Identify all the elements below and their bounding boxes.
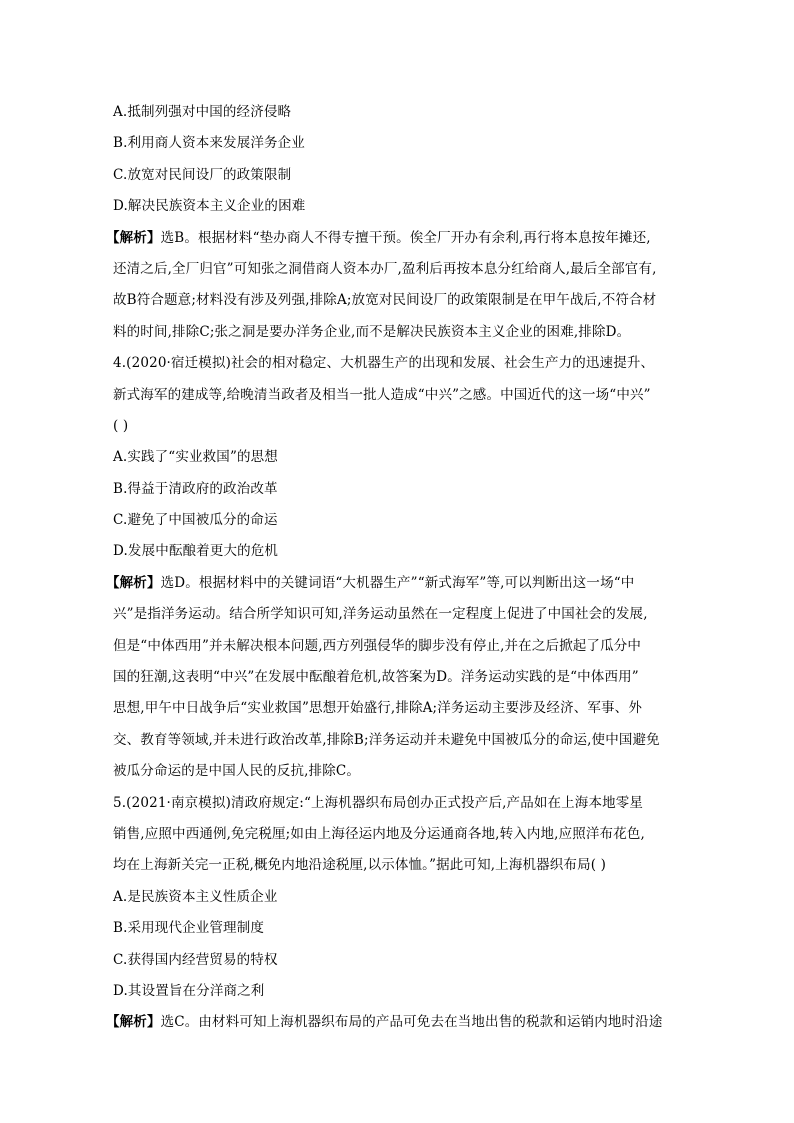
q4-option-b: B.得益于清政府的政治改革	[113, 480, 278, 497]
q5-option-d: D.其设置旨在分洋商之利	[113, 982, 265, 999]
q5-analysis-line-1: 【解析】选C。由材料可知上海机器织布局的产品可免去在当地出售的税款和运销内地时沿途	[106, 1014, 663, 1031]
q4-analysis	[106, 568, 681, 788]
q4-stem-line-3: ( )	[113, 417, 129, 434]
q3-option-a: A.抵制列强对中国的经济侵略	[113, 104, 292, 120]
q4-analysis-line-6: 交、教育等领域,并未进行政治改革,排除B;洋务运动并未避免中国被瓜分的命运,使中国避免	[113, 731, 660, 748]
analysis-tag: 【解析】	[106, 1014, 161, 1031]
q4-analysis-line-4: 国的狂潮,这表明“中兴”在发展中酝酿着危机,故答案为D。洋务运动实践的是“中体西用”	[113, 669, 639, 686]
q3-option-b: B.利用商人资本来发展洋务企业	[113, 135, 305, 152]
q3-analysis-line-4: 料的时间,排除C;张之洞是要办洋务企业,而不是解决民族资本主义企业的困难,排除D。	[113, 323, 631, 340]
q4-analysis-line-7: 被瓜分命运的是中国人民的反抗,排除C。	[113, 763, 360, 780]
q4-analysis-line-3: 但是“中体西用”并未解决根本问题,西方列强侵华的脚步没有停止,并在之后掀起了瓜分中	[113, 637, 642, 654]
q5-stem-line-2: 销售,应照中西通例,免完税厘;如由上海径运内地及分运通商各地,转入内地,应照洋布花色,	[113, 825, 645, 842]
q5-options	[113, 882, 681, 1008]
q4-analysis-line-2: 兴”是指洋务运动。结合所学知识可知,洋务运动虽然在一定程度上促进了中国社会的发展,	[113, 606, 648, 623]
q4-stem-line-2: 新式海军的建成等,给晚清当政者及相当一批人造成“中兴”之感。中国近代的这一场“中兴”	[113, 386, 651, 403]
q5-analysis	[106, 1007, 681, 1038]
q3-analysis-line-2: 还清之后,全厂归官”可知张之洞借商人资本办厂,盈利后再按本息分红给商人,最后全部官有,	[113, 260, 657, 277]
q3-option-d: D.解决民族资本主义企业的困难	[113, 198, 306, 215]
q4-stem	[113, 348, 681, 442]
q5-option-c: C.获得国内经营贸易的特权	[113, 951, 278, 968]
q4-option-a: A.实践了“实业救国”的思想	[113, 449, 278, 466]
q5-stem-line-1: 5.(2021·南京模拟)清政府规定:“上海机器织布局创办正式投产后,产品如在上海本地零星	[113, 794, 644, 811]
q4-analysis-line-1: 【解析】选D。根据材料中的关键词语“大机器生产”“新式海军”等,可以判断出这一场“中	[106, 574, 635, 591]
analysis-tag: 【解析】	[106, 229, 161, 246]
q3-analysis-line-1: 【解析】选B。根据材料“垫办商人不得专擅干预。俟全厂开办有余利,再行将本息按年摊还,	[106, 229, 651, 246]
q3-analysis-line-3: 故B符合题意;材料没有涉及列强,排除A;放宽对民间设厂的政策限制是在甲午战后,不符合材	[113, 292, 657, 309]
q4-option-c: C.避免了中国被瓜分的命运	[113, 512, 278, 529]
q5-option-b: B.采用现代企业管理制度	[113, 920, 265, 937]
q3-option-c: C.放宽对民间设厂的政策限制	[113, 166, 292, 183]
q4-options	[113, 442, 681, 568]
analysis-tag: 【解析】	[106, 574, 161, 591]
document-page	[106, 97, 681, 1039]
q3-options	[113, 97, 681, 223]
q3-analysis	[106, 223, 681, 349]
q5-stem-line-3: 均在上海新关完一正税,概免内地沿途税厘,以示体恤。”据此可知,上海机器织布局( )	[113, 857, 606, 874]
q5-option-a: A.是民族资本主义性质企业	[113, 888, 278, 905]
q4-analysis-line-5: 思想,甲午中日战争后“实业救国”思想开始盛行,排除A;洋务运动主要涉及经济、军事、外	[113, 700, 642, 717]
q4-stem-line-1: 4.(2020·宿迁模拟)社会的相对稳定、大机器生产的出现和发展、社会生产力的迅速提升、	[113, 355, 655, 372]
q5-stem	[113, 788, 681, 882]
q4-option-d: D.发展中酝酿着更大的危机	[113, 543, 279, 560]
